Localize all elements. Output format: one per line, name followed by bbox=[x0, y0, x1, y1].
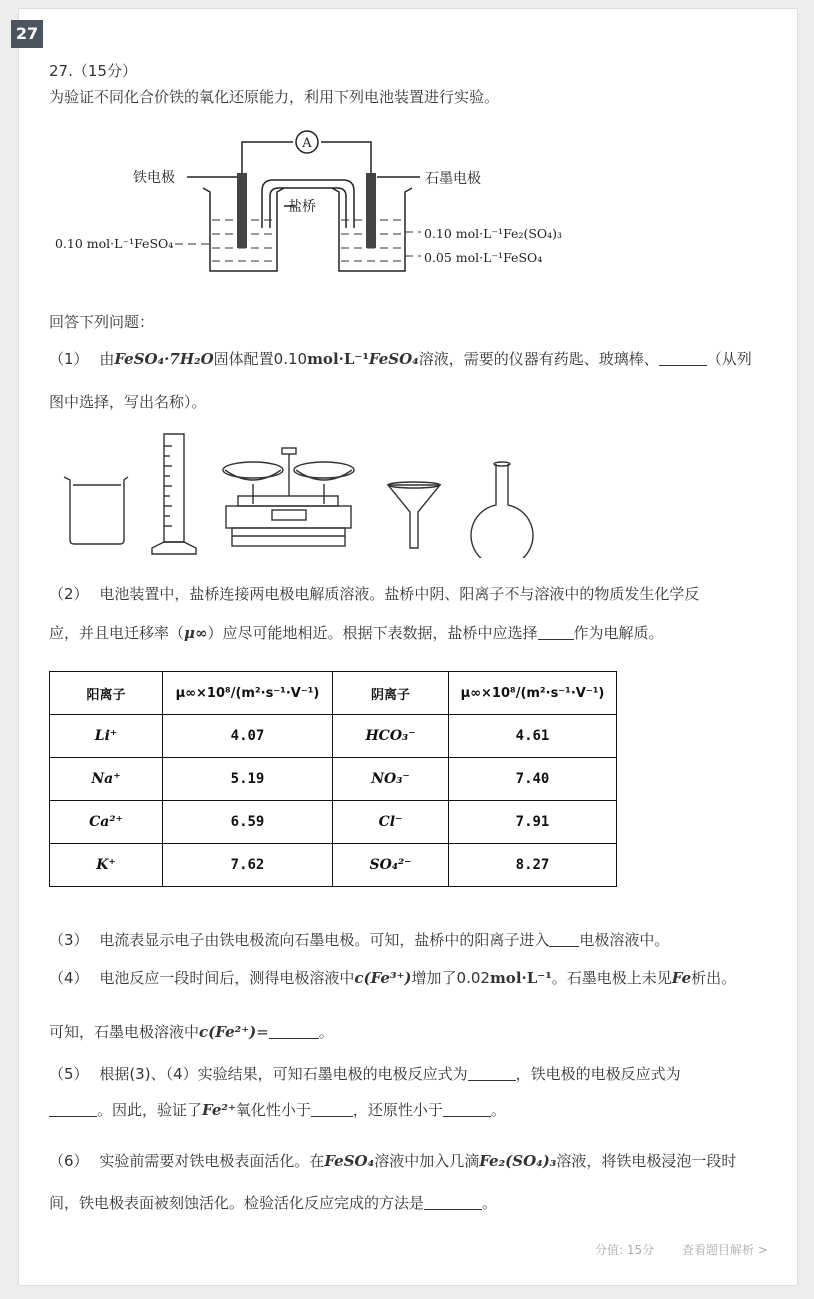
mobility-table bbox=[49, 671, 617, 887]
q5-text-5: ，还原性小于 bbox=[352, 1101, 443, 1119]
q6-number: （6） bbox=[49, 1152, 89, 1170]
anion-value-cell: 4.61 bbox=[449, 715, 617, 758]
anion-cell: HCO₃⁻ bbox=[333, 715, 449, 758]
q2-mu-symbol: μ∞ bbox=[184, 624, 208, 642]
q1-text-4: （从列 bbox=[706, 350, 752, 368]
q4-fe-symbol: Fe bbox=[671, 969, 692, 987]
round-bottom-flask-image bbox=[471, 462, 533, 558]
q4-expression-2: c(Fe²⁺) bbox=[199, 1023, 257, 1041]
header-cation-mobility: μ∞×10⁸/(m²·s⁻¹·V⁻¹) bbox=[163, 672, 333, 715]
anion-cell: SO₄²⁻ bbox=[333, 844, 449, 887]
view-analysis-link[interactable]: 查看题目解析 > bbox=[682, 1243, 768, 1257]
q1-formula-2: FeSO₄ bbox=[368, 350, 419, 368]
iron-electrode bbox=[237, 173, 247, 248]
q4-number: （4） bbox=[49, 969, 89, 987]
q3-line bbox=[49, 929, 669, 950]
question-title: 27.（15分） bbox=[49, 62, 137, 80]
anion-value-cell: 8.27 bbox=[449, 844, 617, 887]
q6-text-3: 溶液，将铁电极浸泡一段时 bbox=[556, 1152, 737, 1170]
q5-answer-blank-4[interactable] bbox=[443, 1103, 491, 1117]
q5-text-4: 氧化性小于 bbox=[235, 1101, 311, 1119]
table-row bbox=[50, 715, 617, 758]
q3-answer-blank[interactable] bbox=[549, 933, 579, 947]
q5-ion: Fe²⁺ bbox=[202, 1101, 236, 1119]
anion-cell: Cl⁻ bbox=[333, 801, 449, 844]
q5-answer-blank-2[interactable] bbox=[49, 1103, 97, 1117]
q4-text-7: 。 bbox=[318, 1023, 334, 1041]
graphite-electrode bbox=[366, 173, 376, 248]
right-solution-label-1: 0.10 mol·L⁻¹Fe₂(SO₄)₃ bbox=[424, 226, 563, 241]
q2-text-3: ）应尽可能地相近。根据下表数据，盐桥中应选择 bbox=[207, 624, 538, 642]
q1-line-1 bbox=[49, 348, 752, 369]
q6-text-1: 实验前需要对铁电极表面活化。在 bbox=[99, 1152, 325, 1170]
q3-number: （3） bbox=[49, 931, 89, 949]
cation-value-cell: 7.62 bbox=[163, 844, 333, 887]
header-anion: 阴离子 bbox=[333, 672, 449, 715]
cation-cell: K⁺ bbox=[50, 844, 163, 887]
lab-instruments-figure bbox=[60, 430, 550, 558]
q6-text-5: 。 bbox=[482, 1194, 498, 1212]
cation-value-cell: 6.59 bbox=[163, 801, 333, 844]
q4-expression: c(Fe³⁺) bbox=[354, 969, 412, 987]
q4-text-4: 析出。 bbox=[691, 969, 737, 987]
q5-line-1 bbox=[49, 1063, 681, 1084]
right-solution-label-2: 0.05 mol·L⁻¹FeSO₄ bbox=[424, 250, 543, 265]
balance-scale-image bbox=[223, 448, 354, 546]
q1-text-1: 由 bbox=[99, 350, 115, 368]
q5-text-2: ，铁电极的电极反应式为 bbox=[515, 1065, 681, 1083]
cation-cell: Li⁺ bbox=[50, 715, 163, 758]
funnel-image bbox=[388, 482, 440, 548]
q6-formula-1: FeSO₄ bbox=[324, 1152, 375, 1170]
cation-cell: Na⁺ bbox=[50, 758, 163, 801]
q5-answer-blank-1[interactable] bbox=[468, 1067, 516, 1081]
q4-text-1: 电池反应一段时间后，测得电极溶液中 bbox=[99, 969, 355, 987]
q5-text-6: 。 bbox=[490, 1101, 506, 1119]
q2-text-4: 作为电解质。 bbox=[573, 624, 664, 642]
table-header-row bbox=[50, 672, 617, 715]
q1-line-2: 图中选择，写出名称）。 bbox=[49, 393, 207, 411]
q4-line-2 bbox=[49, 1021, 334, 1042]
q2-text-2: 应，并且电迁移率（ bbox=[49, 624, 185, 642]
score-label: 分值: 15分 bbox=[595, 1243, 655, 1257]
table-row bbox=[50, 801, 617, 844]
q4-text-2: 增加了0.02 bbox=[411, 969, 490, 987]
cation-cell: Ca²⁺ bbox=[50, 801, 163, 844]
q6-formula-2: Fe₂(SO₄)₃ bbox=[479, 1152, 557, 1170]
q4-text-5: 可知，石墨电极溶液中 bbox=[49, 1023, 200, 1041]
graduated-cylinder-image bbox=[152, 434, 196, 554]
q5-text-3: 。因此，验证了 bbox=[97, 1101, 203, 1119]
q3-text-1: 电流表显示电子由铁电极流向石墨电极。可知，盐桥中的阳离子进入 bbox=[99, 931, 550, 949]
q1-number: （1） bbox=[49, 350, 89, 368]
q2-line-1 bbox=[49, 583, 699, 604]
header-cation: 阳离子 bbox=[50, 672, 163, 715]
q6-text-2: 溶液中加入几滴 bbox=[374, 1152, 480, 1170]
beaker-image bbox=[64, 477, 128, 544]
table-row bbox=[50, 758, 617, 801]
q5-line-2 bbox=[49, 1099, 506, 1120]
left-solution-label: 0.10 mol·L⁻¹FeSO₄ bbox=[55, 236, 174, 251]
q6-line-2 bbox=[49, 1192, 497, 1213]
q1-text-2: 固体配置0.10 bbox=[213, 350, 308, 368]
cation-value-cell: 5.19 bbox=[163, 758, 333, 801]
q2-line-2 bbox=[49, 622, 664, 643]
table-row bbox=[50, 844, 617, 887]
q1-formula: FeSO₄·7H₂O bbox=[114, 350, 214, 368]
q6-text-4: 间，铁电极表面被刻蚀活化。检验活化反应完成的方法是 bbox=[49, 1194, 425, 1212]
q5-answer-blank-3[interactable] bbox=[311, 1103, 353, 1117]
q2-text-1: 电池装置中，盐桥连接两电极电解质溶液。盐桥中阴、阳离子不与溶液中的物质发生化学反 bbox=[99, 585, 700, 603]
question-intro: 为验证不同化合价铁的氧化还原能力，利用下列电池装置进行实验。 bbox=[49, 88, 500, 106]
anion-value-cell: 7.40 bbox=[449, 758, 617, 801]
q5-number: （5） bbox=[49, 1065, 89, 1083]
q4-answer-blank[interactable] bbox=[269, 1025, 319, 1039]
iron-electrode-label: 铁电极 bbox=[133, 170, 175, 186]
q4-text-3: 。石墨电极上未见 bbox=[551, 969, 672, 987]
cation-value-cell: 4.07 bbox=[163, 715, 333, 758]
q2-number: （2） bbox=[49, 585, 89, 603]
q1-text-3: 溶液，需要的仪器有药匙、玻璃棒、 bbox=[418, 350, 659, 368]
q4-equals: = bbox=[256, 1023, 269, 1041]
q4-unit: mol·L⁻¹ bbox=[489, 969, 552, 987]
q6-answer-blank[interactable] bbox=[424, 1196, 482, 1210]
ammeter-label: A bbox=[302, 136, 312, 151]
salt-bridge-label: 盐桥 bbox=[288, 199, 316, 215]
q2-answer-blank[interactable] bbox=[538, 626, 574, 640]
q5-text-1: 根据(3)、（4）实验结果，可知石墨电极的电极反应式为 bbox=[99, 1065, 468, 1083]
q1-answer-blank[interactable] bbox=[659, 352, 707, 366]
anion-cell: NO₃⁻ bbox=[333, 758, 449, 801]
answer-prompt: 回答下列问题： bbox=[49, 313, 155, 331]
q3-text-2: 电极溶液中。 bbox=[579, 931, 670, 949]
q1-unit: mol·L⁻¹ bbox=[307, 350, 369, 368]
battery-apparatus-diagram bbox=[55, 128, 585, 278]
question-number-badge: 27 bbox=[11, 20, 43, 48]
q6-line-1 bbox=[49, 1150, 736, 1171]
q4-line-1 bbox=[49, 967, 736, 988]
header-anion-mobility: μ∞×10⁸/(m²·s⁻¹·V⁻¹) bbox=[449, 672, 617, 715]
anion-value-cell: 7.91 bbox=[449, 801, 617, 844]
graphite-electrode-label: 石墨电极 bbox=[425, 171, 481, 187]
